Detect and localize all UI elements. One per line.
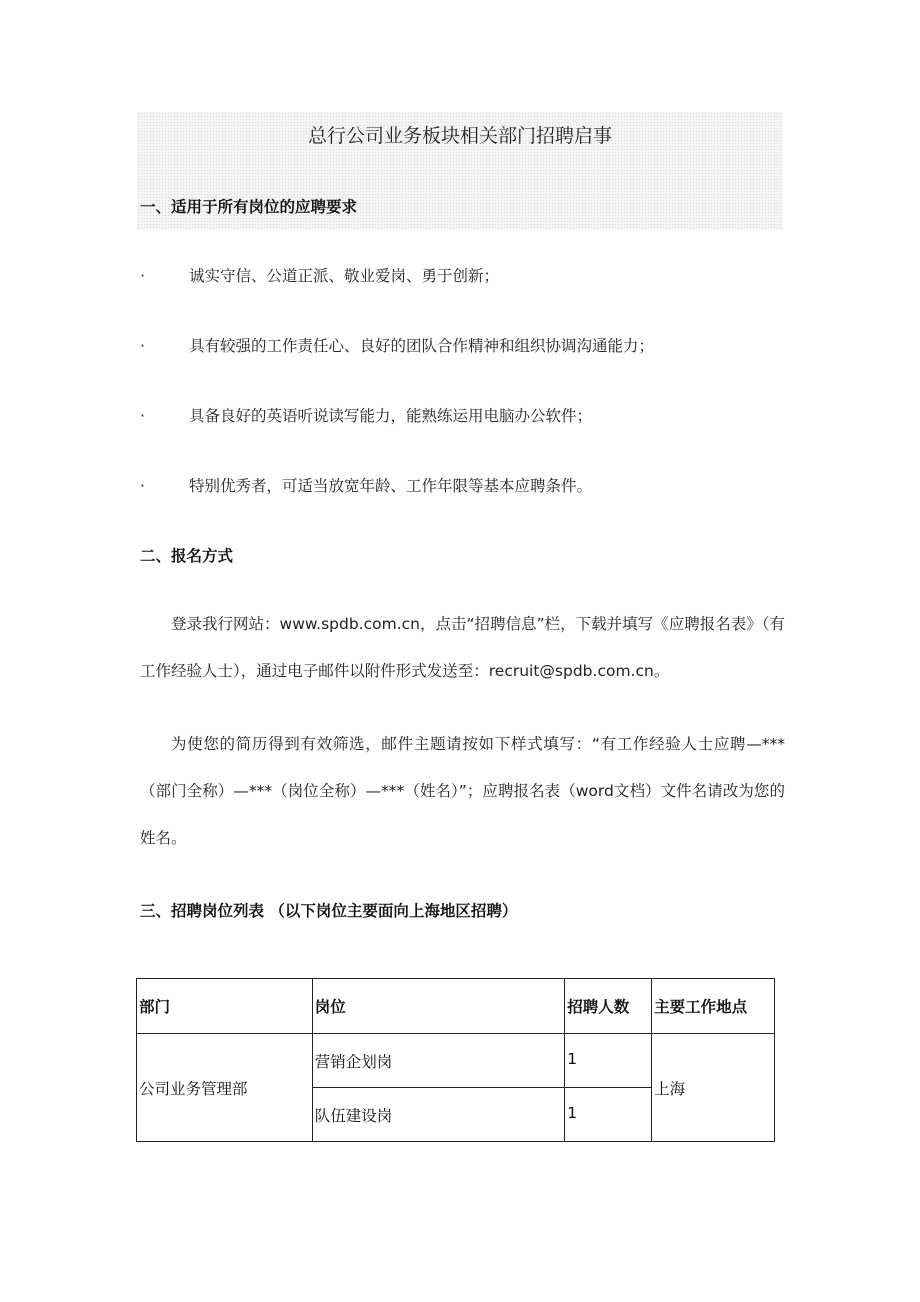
bullet-icon: · <box>140 477 145 495</box>
section-heading-requirements: 一、适用于所有岗位的应聘要求 <box>140 198 358 216</box>
bullet-icon: · <box>140 337 145 355</box>
list-item <box>140 334 780 358</box>
document-title: 总行公司业务板块相关部门招聘启事 <box>307 125 612 147</box>
application-paragraph: 登录我行网站：www.spdb.com.cn，点击“招聘信息”栏，下载并填写《应聘报名表》（有工作经验人士），通过电子邮件以附件形式发送至：recruit@spdb.com.cn。 <box>140 615 785 680</box>
location-cell: 上海 <box>652 1034 775 1142</box>
requirement-text: 具有较强的工作责任心、良好的团队合作精神和组织协调沟通能力； <box>189 337 655 355</box>
position-cell: 队伍建设岗 <box>312 1088 565 1142</box>
bullet-icon: · <box>140 267 145 285</box>
department-cell: 公司业务管理部 <box>137 1034 313 1142</box>
header-department: 部门 <box>137 979 313 1034</box>
header-count: 招聘人数 <box>565 979 652 1034</box>
section-heading-application: 二、报名方式 <box>140 547 234 565</box>
table-row <box>137 1034 775 1088</box>
requirement-text: 诚实守信、公道正派、敬业爱岗、勇于创新； <box>189 267 500 285</box>
bullet-icon: · <box>140 407 145 425</box>
requirement-text: 具备良好的英语听说读写能力，能熟练运用电脑办公软件； <box>189 407 593 425</box>
position-cell: 营销企划岗 <box>312 1034 565 1088</box>
list-item <box>140 264 780 288</box>
requirement-text: 特别优秀者，可适当放宽年龄、工作年限等基本应聘条件。 <box>189 477 593 495</box>
table-header-row <box>137 979 775 1034</box>
list-item <box>140 474 780 498</box>
email-subject-paragraph: 为使您的简历得到有效筛选，邮件主题请按如下样式填写：“有工作经验人士应聘—***（部门全称）—***（岗位全称）—***（姓名）”；应聘报名表（word文档）文件名请改为您的姓名。 <box>140 735 785 847</box>
header-location: 主要工作地点 <box>652 979 775 1034</box>
list-item <box>140 404 780 428</box>
positions-table <box>136 978 775 1142</box>
count-cell: 1 <box>565 1034 652 1088</box>
header-position: 岗位 <box>312 979 565 1034</box>
count-cell: 1 <box>565 1088 652 1142</box>
section-heading-positions: 三、招聘岗位列表 （以下岗位主要面向上海地区招聘） <box>140 902 518 920</box>
